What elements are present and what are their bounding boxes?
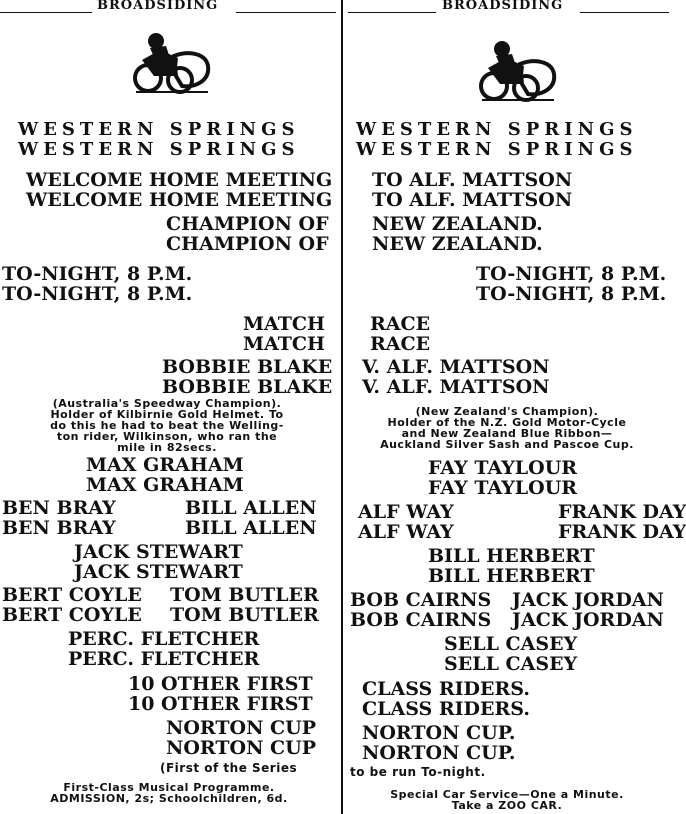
rider-note: (Australia's Speedway Champion). Holder of Kilbirnie Gold Helmet. To do this he had to beat the Welling- ton rider, Wilkinson, who ran the mile in 82secs. bbox=[50, 397, 284, 454]
rider-note: (New Zealand's Champion). Holder of the N.Z. Gold Motor-Cycle and New Zealand Blue Ribbon— Auckland Silver Sash and Pascoe Cup. bbox=[380, 405, 634, 451]
header-rule bbox=[0, 12, 92, 13]
rider-name: FRANK DAY bbox=[558, 521, 686, 543]
meeting-line: TO ALF. MATTSON bbox=[372, 169, 573, 191]
others-line: CLASS RIDERS. bbox=[362, 698, 530, 720]
motorcycle-rider-icon bbox=[130, 30, 212, 96]
rider-name: JACK STEWART bbox=[74, 541, 243, 563]
header-rule bbox=[580, 12, 669, 13]
time-line: TO-NIGHT, 8 P.M. bbox=[2, 283, 193, 305]
motorcycle-rider-icon bbox=[476, 38, 558, 104]
rider-name: JACK JORDAN bbox=[512, 589, 664, 611]
race-line: RACE bbox=[370, 333, 431, 355]
cup-line: NORTON CUP. bbox=[362, 742, 516, 764]
rider-name: SELL CASEY bbox=[444, 633, 578, 655]
champion-line: NEW ZEALAND. bbox=[372, 213, 543, 235]
left-advertisement bbox=[0, 0, 338, 814]
rider-name: V. ALF. MATTSON bbox=[362, 376, 550, 398]
rider-name: BILL HERBERT bbox=[428, 545, 595, 567]
champion-line: CHAMPION OF bbox=[166, 213, 329, 235]
others-line: 10 OTHER FIRST bbox=[128, 673, 313, 695]
race-line: RACE bbox=[370, 313, 431, 335]
champion-line: NEW ZEALAND. bbox=[372, 233, 543, 255]
column-header: BROADSIDING bbox=[442, 0, 564, 13]
rider-name: JACK STEWART bbox=[74, 561, 243, 583]
rider-name: SELL CASEY bbox=[444, 653, 578, 675]
rider-name: BOB CAIRNS bbox=[350, 589, 492, 611]
rider-name: BILL ALLEN bbox=[185, 517, 317, 539]
time-line: TO-NIGHT, 8 P.M. bbox=[476, 283, 667, 305]
venue-line: WESTERN SPRINGS bbox=[356, 119, 638, 140]
series-note: (First of the Series bbox=[160, 761, 298, 775]
time-line: TO-NIGHT, 8 P.M. bbox=[2, 263, 193, 285]
meeting-line: TO ALF. MATTSON bbox=[372, 189, 573, 211]
footer-note: Special Car Service—One a Minute. Take a ZOO CAR. bbox=[390, 788, 624, 812]
footer-note: First-Class Musical Programme. ADMISSION, 2s; Schoolchildren, 6d. bbox=[50, 781, 288, 805]
rider-name: MAX GRAHAM bbox=[86, 474, 244, 496]
rider-name: ALF WAY bbox=[358, 501, 454, 523]
rider-name: BOB CAIRNS bbox=[350, 609, 492, 631]
rider-name: PERC. FLETCHER bbox=[68, 628, 260, 650]
rider-name: FAY TAYLOUR bbox=[428, 457, 578, 479]
venue-line: WESTERN SPRINGS bbox=[356, 139, 638, 160]
rider-name: TOM BUTLER bbox=[170, 604, 319, 626]
rider-name: JACK JORDAN bbox=[512, 609, 664, 631]
column-divider bbox=[341, 0, 343, 814]
rider-name: V. ALF. MATTSON bbox=[362, 356, 550, 378]
right-advertisement bbox=[348, 0, 686, 814]
column-header: BROADSIDING bbox=[97, 0, 219, 13]
rider-name: BERT COYLE bbox=[2, 604, 142, 626]
venue-line: WESTERN SPRINGS bbox=[18, 139, 300, 160]
rider-name: BEN BRAY bbox=[2, 517, 116, 539]
others-line: 10 OTHER FIRST bbox=[128, 693, 313, 715]
rider-name: PERC. FLETCHER bbox=[68, 648, 260, 670]
header-rule bbox=[348, 12, 436, 13]
rider-name: MAX GRAHAM bbox=[86, 454, 244, 476]
rider-name: BERT COYLE bbox=[2, 584, 142, 606]
meeting-line: WELCOME HOME MEETING bbox=[26, 189, 333, 211]
header-rule bbox=[236, 12, 336, 13]
rider-name: TOM BUTLER bbox=[170, 584, 319, 606]
rider-name: ALF WAY bbox=[358, 521, 454, 543]
rider-name: BILL HERBERT bbox=[428, 565, 595, 587]
meeting-line: WELCOME HOME MEETING bbox=[26, 169, 333, 191]
cup-line: NORTON CUP. bbox=[362, 722, 516, 744]
others-line: CLASS RIDERS. bbox=[362, 678, 530, 700]
rider-name: BEN BRAY bbox=[2, 497, 116, 519]
rider-name: FRANK DAY bbox=[558, 501, 686, 523]
cup-line: NORTON CUP bbox=[166, 717, 317, 739]
rider-name: FAY TAYLOUR bbox=[428, 477, 578, 499]
rider-name: BILL ALLEN bbox=[185, 497, 317, 519]
venue-line: WESTERN SPRINGS bbox=[18, 119, 300, 140]
rider-name: BOBBIE BLAKE bbox=[162, 376, 333, 398]
match-line: MATCH bbox=[243, 313, 325, 335]
series-note: to be run To-night. bbox=[350, 765, 486, 779]
match-line: MATCH bbox=[243, 333, 325, 355]
rider-name: BOBBIE BLAKE bbox=[162, 356, 333, 378]
cup-line: NORTON CUP bbox=[166, 737, 317, 759]
time-line: TO-NIGHT, 8 P.M. bbox=[476, 263, 667, 285]
champion-line: CHAMPION OF bbox=[166, 233, 329, 255]
